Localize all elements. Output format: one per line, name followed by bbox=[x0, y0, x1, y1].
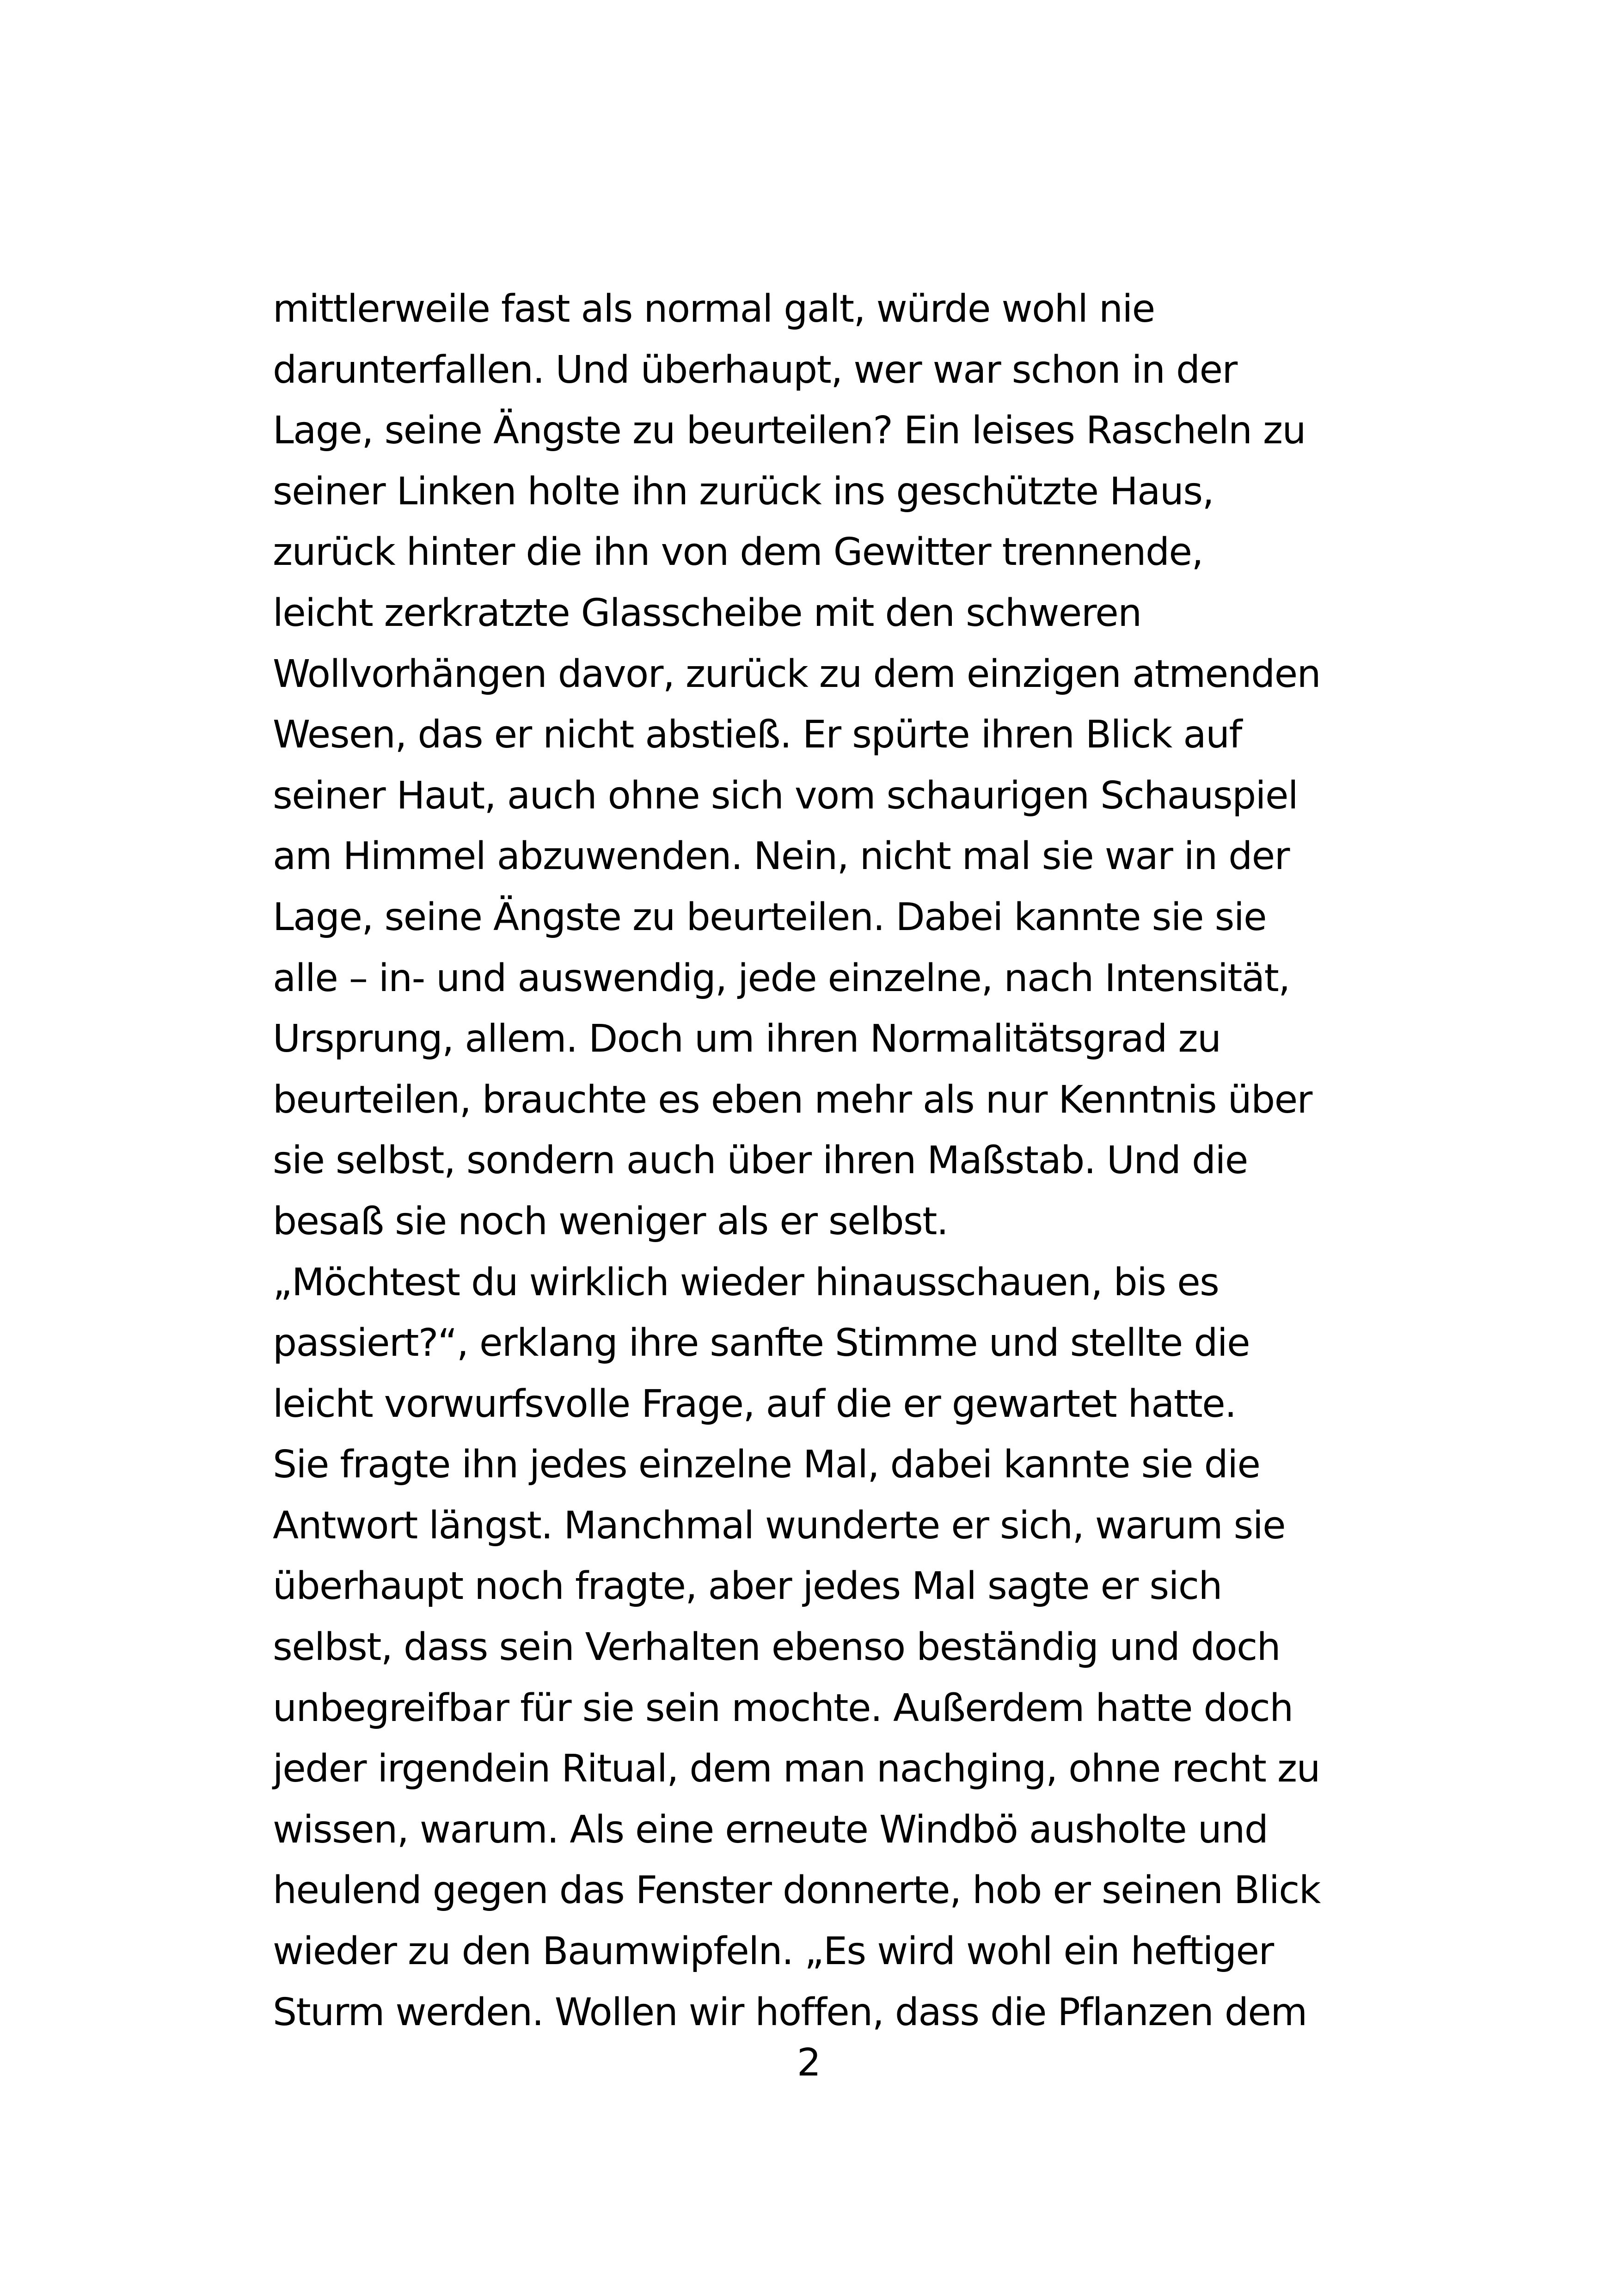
text-line: zurück hinter die ihn von dem Gewitter trennende, bbox=[273, 530, 1203, 575]
text-line: Antwort längst. Manchmal wunderte er sich, warum sie bbox=[273, 1503, 1286, 1548]
text-line: seiner Haut, auch ohne sich vom schaurigen Schauspiel bbox=[273, 773, 1298, 818]
text-line: Lage, seine Ängste zu beurteilen. Dabei kannte sie sie bbox=[273, 895, 1267, 939]
text-line: „Möchtest du wirklich wieder hinausschauen, bis es bbox=[273, 1260, 1219, 1304]
text-line: Sturm werden. Wollen wir hoffen, dass die Pflanzen dem bbox=[273, 1990, 1307, 2034]
text-line: Sie fragte ihn jedes einzelne Mal, dabei kannte sie die bbox=[273, 1443, 1260, 1487]
text-line: darunterfallen. Und überhaupt, wer war schon in der bbox=[273, 348, 1237, 392]
text-line: alle – in- und auswendig, jede einzelne, nach Intensität, bbox=[273, 956, 1290, 1000]
text-line: Wollvorhängen davor, zurück zu dem einzigen atmenden bbox=[273, 652, 1321, 696]
text-line: Wesen, das er nicht abstieß. Er spürte ihren Blick auf bbox=[273, 713, 1242, 757]
body-text bbox=[273, 279, 1391, 2043]
text-line: seiner Linken holte ihn zurück ins geschützte Haus, bbox=[273, 469, 1214, 514]
text-line: leicht zerkratzte Glasscheibe mit den schweren bbox=[273, 591, 1141, 635]
text-line: wissen, warum. Als eine erneute Windbö ausholte und bbox=[273, 1807, 1268, 1852]
text-line: sie selbst, sondern auch über ihren Maßstab. Und die bbox=[273, 1139, 1248, 1183]
text-line: überhaupt noch fragte, aber jedes Mal sagte er sich bbox=[273, 1564, 1222, 1609]
text-line: Ursprung, allem. Doch um ihren Normalitätsgrad zu bbox=[273, 1017, 1221, 1061]
text-line: Lage, seine Ängste zu beurteilen? Ein leises Rascheln zu bbox=[273, 409, 1306, 453]
text-line: heulend gegen das Fenster donnerte, hob er seinen Blick bbox=[273, 1868, 1320, 1913]
text-line: am Himmel abzuwenden. Nein, nicht mal sie war in der bbox=[273, 834, 1289, 879]
text-line: mittlerweile fast als normal galt, würde wohl nie bbox=[273, 287, 1155, 331]
page-number: 2 bbox=[797, 2041, 821, 2085]
text-line: jeder irgendein Ritual, dem man nachging, ohne recht zu bbox=[273, 1747, 1320, 1791]
text-line: leicht vorwurfsvolle Frage, auf die er gewartet hatte. bbox=[273, 1382, 1236, 1426]
text-line: beurteilen, brauchte es eben mehr als nur Kenntnis über bbox=[273, 1078, 1312, 1122]
text-line: passiert?“, erklang ihre sanfte Stimme und stellte die bbox=[273, 1321, 1250, 1365]
text-line: selbst, dass sein Verhalten ebenso beständig und doch bbox=[273, 1625, 1281, 1670]
text-line: besaß sie noch weniger als er selbst. bbox=[273, 1199, 948, 1243]
text-line: wieder zu den Baumwipfeln. „Es wird wohl ein heftiger bbox=[273, 1929, 1274, 1974]
text-line: unbegreifbar für sie sein mochte. Außerdem hatte doch bbox=[273, 1686, 1293, 1730]
